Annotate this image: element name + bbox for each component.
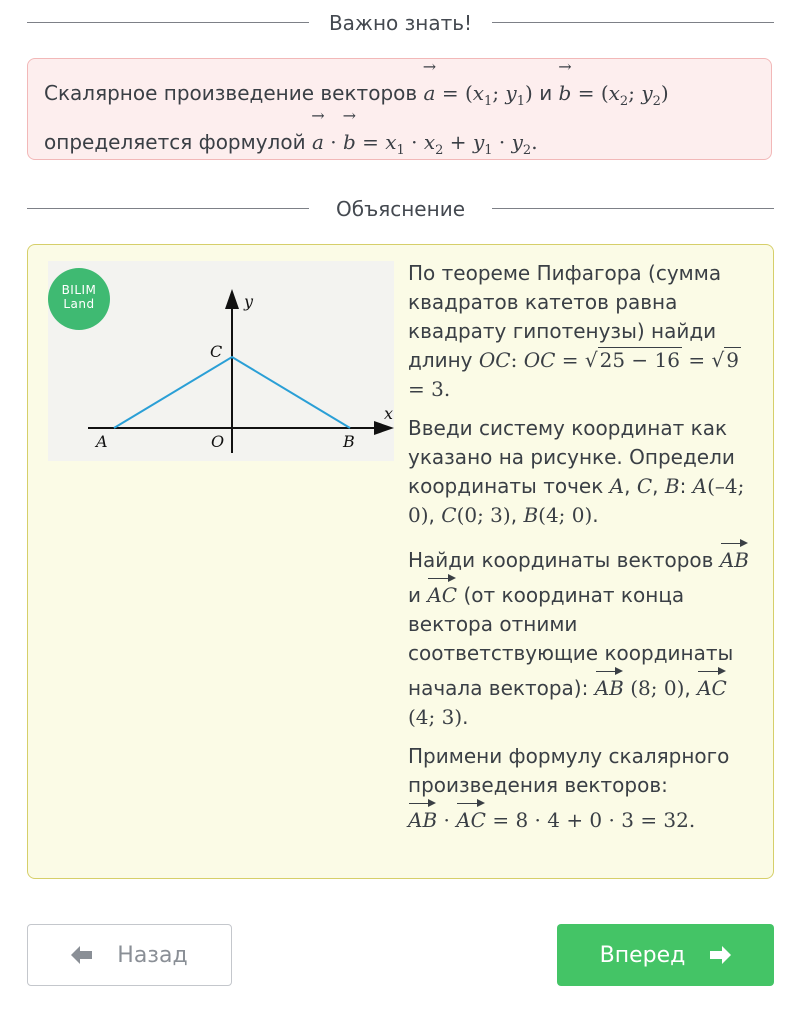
point-a-label: A (96, 432, 108, 451)
divider-line-left (27, 22, 309, 23)
explanation-box (27, 244, 774, 879)
back-button[interactable] (27, 924, 232, 986)
y-axis-arrow-icon (225, 289, 239, 309)
important-box (27, 58, 772, 160)
x-label: x (384, 404, 394, 423)
step-4: Примени формулу скалярного произведения векторов: AB · AC = 8 · 4 + 0 · 3 = 32. (408, 742, 758, 835)
next-button[interactable] (557, 924, 774, 986)
important-divider (27, 8, 774, 38)
x-axis-arrow-icon (374, 421, 394, 435)
y-label: y (244, 292, 254, 311)
point-c-label: C (210, 342, 223, 361)
important-line-1: Скалярное произведение векторов → $a = (x_1$; $y_1$) $и \to b = (x_2$; $y_2$) (44, 73, 755, 122)
arrow-right-icon (709, 946, 731, 964)
explanation-divider (27, 194, 774, 224)
solution-steps (408, 259, 758, 845)
divider-line-right (492, 208, 774, 209)
divider-line-right (492, 22, 774, 23)
triangle-figure (48, 261, 394, 461)
divider-line-left (27, 208, 309, 209)
point-o-label: O (211, 432, 225, 451)
arrow-left-icon (71, 946, 93, 964)
explanation-heading: Объяснение (336, 197, 465, 221)
step-1: По теореме Пифагора (сумма квадратов катетов равна квадрату гипотенузы) найди длину OC: OC = √ 25 − 16 = √ 9 = 3. (408, 261, 739, 401)
important-heading: Важно знать! (328, 11, 473, 35)
step-2: Введи систему координат как указано на рисунке. Определи координаты точек A, C, B: A(–4; 0), C(0; 3), B(4; 0). (408, 416, 745, 527)
back-button-label: Назад (117, 942, 188, 968)
bilimland-logo: BILIM Land (48, 268, 110, 330)
step-3: Найди координаты векторов AB и AC (от координат конца вектора отними соответствующие координаты начала вектора): AB (8; 0), AC (4; 3). (408, 540, 758, 732)
important-line-2: определяется формулой → a · → $b = x_1 \cdot x_2 + y_1 \cdot y_2$. (44, 122, 755, 171)
point-b-label: B (343, 432, 355, 451)
next-button-label: Вперед (599, 942, 686, 968)
